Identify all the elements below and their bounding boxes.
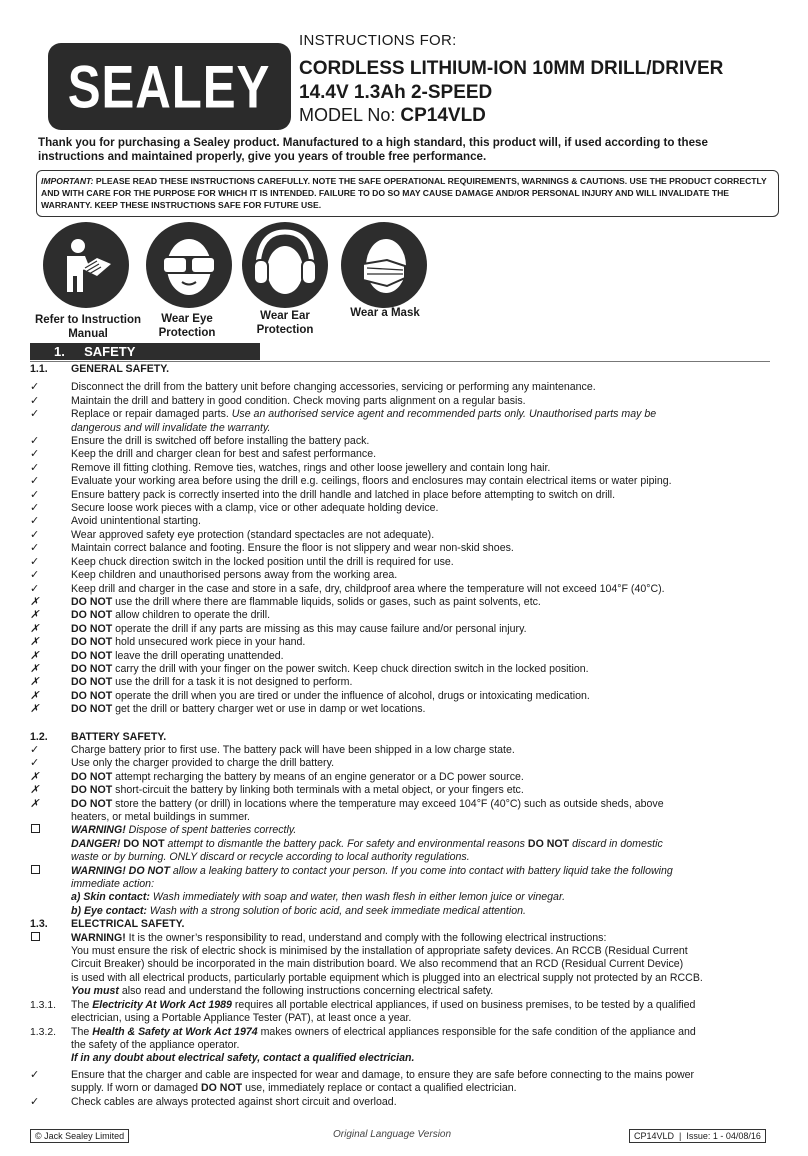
section-heading-safety: 1. SAFETY	[30, 343, 260, 360]
instructions-for: INSTRUCTIONS FOR:	[299, 32, 457, 49]
list-item: ✗ DO NOT operate the drill if any parts are missing as this may cause failure and/or personal injury.	[30, 622, 527, 635]
tick-icon: ✓	[30, 488, 40, 501]
footer-issue: CP14VLD | Issue: 1 - 04/08/16	[629, 1129, 766, 1143]
cross-icon: ✗	[30, 784, 40, 797]
list-item: ✗ DO NOT attempt recharging the battery by means of an engine generator or a DC power source.	[30, 770, 524, 783]
list-item: ✗ DO NOT use the drill where there are flammable liquids, solids or gases, such as paint solvents, etc.	[30, 595, 541, 608]
list-item: ✓ Maintain correct balance and footing. Ensure the floor is not slippery and wear non-skid shoes.	[30, 542, 514, 555]
important-notice	[36, 170, 779, 217]
cross-icon: ✗	[30, 676, 40, 689]
list-item: ✓ Check cables are always protected against short circuit and overload.	[30, 1095, 397, 1108]
cross-icon: ✗	[30, 703, 40, 716]
list-item: ✓ Keep drill and charger in the case and store in a safe, dry, childproof area where the temperature will not exceed 104°F (40°C).	[30, 582, 665, 595]
tick-icon: ✓	[30, 394, 40, 407]
tick-icon: ✓	[30, 475, 40, 488]
subsection-battery: 1.2. BATTERY SAFETY.	[30, 730, 167, 743]
list-item: ✓ Keep children and unauthorised persons away from the working area.	[30, 569, 398, 582]
subsection-electrical: 1.3. ELECTRICAL SAFETY.	[30, 918, 185, 931]
tick-icon: ✓	[30, 582, 40, 595]
list-item: ✗ DO NOT carry the drill with your finger on the power switch. Keep chuck direction switch in the locked position.	[30, 662, 589, 675]
cross-icon: ✗	[30, 622, 40, 635]
section-divider	[30, 361, 770, 362]
tick-icon: ✓	[30, 555, 40, 568]
tick-icon: ✓	[30, 448, 40, 461]
cross-icon: ✗	[30, 770, 40, 783]
tick-icon: ✓	[30, 528, 40, 541]
brand-name: SEALEY	[68, 52, 271, 121]
tick-icon: ✓	[30, 743, 40, 756]
product-title-line2: 14.4V 1.3Ah 2-SPEED	[299, 82, 493, 103]
list-item: ✓ Charge battery prior to first use. The battery pack will have been shipped in a low charge state.	[30, 743, 515, 756]
checkbox-icon	[30, 932, 71, 999]
list-item: ✗ DO NOT short-circuit the battery by linking both terminals with a metal object, or your fingers etc.	[30, 784, 524, 797]
list-item: ✓ Maintain the drill and battery in good condition. Check moving parts alignment on a regular basis.	[30, 394, 526, 407]
list-item: ✓ Ensure that the charger and cable are inspected for wear and damage, to ensure they are safe before connecting to the mains power supply. If worn or damaged DO NOT use, immediately replace or contact a qualified electrician.	[30, 1068, 695, 1095]
list-item: 1.3.1. The Electricity At Work Act 1989 requires all portable electrical appliances, if used on business premises, to be tested by a qualified electrician, using a Portable Appliance Tester (PAT), at least once a year.	[30, 998, 696, 1025]
list-item: 1.3.2. The Health & Safety at Work Act 1974 makes owners of electrical appliances responsible for the safe condition of the appliance and the safety of the appliance operator. If in any doubt about electrical safety, contact a qualified electrician.	[30, 1025, 696, 1065]
list-item: ✓ Keep chuck direction switch in the locked position until the drill is required for use.	[30, 555, 454, 568]
cross-icon: ✗	[30, 662, 40, 675]
intro-text: Thank you for purchasing a Sealey product. Manufactured to a high standard, this product will, if used according to these instructions and maintained properly, give you years of trouble free performance.	[38, 136, 708, 163]
list-item: ✓ Keep the drill and charger clean for best and safest performance.	[30, 448, 377, 461]
tick-icon: ✓	[30, 381, 40, 394]
list-item: ✓ Ensure battery pack is correctly inserted into the drill handle and latched in place before attempting to switch on drill.	[30, 488, 616, 501]
ear-protection-icon	[242, 222, 328, 308]
list-item: ✓ Replace or repair damaged parts. Use an authorised service agent and recommended parts only. Unauthorised parts may be dangerous and will invalidate the warranty.	[30, 408, 657, 434]
list-item: ✗ DO NOT get the drill or battery charger wet or use in damp or wet locations.	[30, 703, 426, 716]
model-label: MODEL No:	[299, 105, 396, 125]
tick-icon: ✓	[30, 757, 40, 770]
instruction-manual-icon	[43, 222, 129, 308]
eye-protection-icon	[146, 222, 232, 308]
list-item: ✓ Evaluate your working area before using the drill e.g. ceilings, floors and enclosures may contain electrical items or water piping.	[30, 475, 672, 488]
footer-language: Original Language Version	[333, 1129, 452, 1140]
list-item: WARNING! It is the owner’s responsibility to read, understand and comply with the following electrical instructions: You must ensure the risk of electric shock is minimised by the installation of appropriate safety devices. An RCCB (Residual Current Circuit Breaker) should be incorporated in the main distribution board. We also recommend that an RCD (Residual Current Device) is used with all electrical products, particularly portable equipment which is plugged into an electrical supply not protected by an RCCB. You must also read and understand the following instructions concerning electrical safety.	[30, 932, 775, 999]
icon-label-eye: Wear Eye Protection	[158, 313, 216, 339]
list-item: ✗ DO NOT store the battery (or drill) in locations where the temperature may exceed 104°F (40°C) such as outside sheds, above heaters, or metal buildings in summer.	[30, 797, 664, 823]
tick-icon: ✓	[30, 502, 40, 515]
mask-icon	[341, 222, 427, 308]
list-item: WARNING! DO NOT allow a leaking battery to contact your person. If you come into contact with battery liquid take the following immediate action: a) Skin contact: Wash immediately with soap and water, then wash flesh in either lemon juice or vinegar. b) Eye contact: Wash with a strong solution of boric acid, and seek immediate medical attention.	[30, 865, 775, 919]
list-item: ✓ Wear approved safety eye protection (standard spectacles are not adequate).	[30, 528, 435, 541]
footer-copyright: © Jack Sealey Limited	[30, 1129, 129, 1143]
tick-icon: ✓	[30, 408, 40, 421]
tick-icon: ✓	[30, 569, 40, 582]
cross-icon: ✗	[30, 689, 40, 702]
tick-icon: ✓	[30, 515, 40, 528]
checkbox-icon	[30, 824, 71, 864]
tick-icon: ✓	[30, 1095, 40, 1108]
list-item: ✓ Use only the charger provided to charge the drill battery.	[30, 757, 335, 770]
cross-icon: ✗	[30, 609, 40, 622]
icon-label-ear: Wear Ear Protection	[256, 310, 314, 336]
tick-icon: ✓	[30, 435, 40, 448]
list-item: ✗ DO NOT leave the drill operating unattended.	[30, 649, 284, 662]
model-number: CP14VLD	[400, 105, 486, 126]
list-item: ✓ Remove ill fitting clothing. Remove ties, watches, rings and other loose jewellery and contain long hair.	[30, 461, 551, 474]
safety-body	[30, 363, 775, 1109]
checkbox-icon	[30, 865, 71, 919]
tick-icon: ✓	[30, 542, 40, 555]
list-item: ✓ Secure loose work pieces with a clamp, vice or other adequate holding device.	[30, 502, 439, 515]
cross-icon: ✗	[30, 636, 40, 649]
list-item: ✗ DO NOT use the drill for a task it is not designed to perform.	[30, 676, 353, 689]
important-label: IMPORTANT:	[41, 176, 94, 186]
cross-icon: ✗	[30, 649, 40, 662]
cross-icon: ✗	[30, 797, 40, 810]
list-item: ✗ DO NOT allow children to operate the drill.	[30, 609, 271, 622]
list-item: ✗ DO NOT operate the drill when you are tired or under the influence of alcohol, drugs or intoxicating medication.	[30, 689, 590, 702]
list-item: ✓ Disconnect the drill from the battery unit before changing accessories, servicing or performing any maintenance.	[30, 381, 596, 394]
tick-icon: ✓	[30, 1068, 40, 1081]
important-text: PLEASE READ THESE INSTRUCTIONS CAREFULLY. NOTE THE SAFE OPERATIONAL REQUIREMENTS, WARNINGS & CAUTIONS. USE THE PRODUCT CORRECTLY AND WITH CARE FOR THE PURPOSE FOR WHICH IT IS INTENDED. FAILURE TO DO SO MAY CAUSE DAMAGE AND/OR PERSONAL INJURY AND WILL INVALIDATE THE WARRANTY. KEEP THESE INSTRUCTIONS SAFE FOR FUTURE USE.	[41, 176, 767, 210]
list-item: ✓ Avoid unintentional starting.	[30, 515, 201, 528]
tick-icon: ✓	[30, 461, 40, 474]
subsection-general: 1.1. GENERAL SAFETY.	[30, 363, 170, 375]
list-item: ✓ Ensure the drill is switched off before installing the battery pack.	[30, 435, 370, 448]
product-title-line1: CORDLESS LITHIUM-ION 10MM DRILL/DRIVER	[299, 58, 724, 79]
sealey-logo	[48, 43, 291, 130]
icon-label-manual: Refer to Instruction Manual	[34, 314, 142, 340]
icon-label-mask: Wear a Mask	[350, 307, 420, 319]
model-line	[299, 105, 486, 127]
cross-icon: ✗	[30, 595, 40, 608]
list-item: WARNING! Dispose of spent batteries correctly. DANGER! DO NOT attempt to dismantle the battery pack. For safety and environmental reasons DO NOT discard in domestic waste or by burning. ONLY discard or recycle according to local authority regulations.	[30, 824, 775, 864]
list-item: ✗ DO NOT hold unsecured work piece in your hand.	[30, 636, 306, 649]
